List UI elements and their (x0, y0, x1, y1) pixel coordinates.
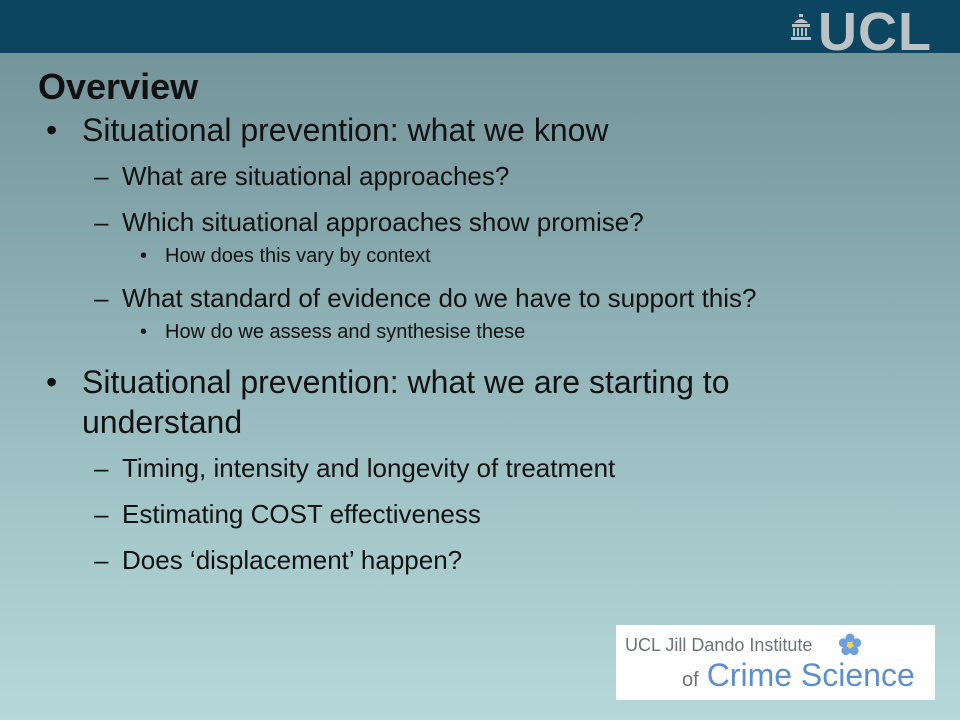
jdi-logo-of: of (682, 669, 699, 691)
sub-bullet-text: What are situational approaches? (122, 161, 510, 191)
portico-icon (790, 14, 812, 40)
jdi-logo-crime-science: Crime Science (706, 657, 915, 693)
sub-sub-bullet-item (0, 244, 960, 268)
bullet-item (0, 110, 960, 150)
sub-bullet-item (0, 498, 960, 530)
sub-sub-bullet-text: How do we assess and synthesise these (165, 321, 526, 343)
bullet-dash: – (94, 499, 109, 529)
sub-sub-bullet-text: How does this vary by context (165, 245, 431, 267)
sub-bullet-text: Timing, intensity and longevity of treatment (122, 453, 616, 483)
sub-bullet-text: Which situational approaches show promise? (122, 207, 644, 237)
bullet-dot: • (140, 321, 148, 343)
bullet-dot: • (46, 112, 58, 148)
slide-title: Overview (38, 66, 199, 107)
bullet-dash: – (94, 453, 109, 483)
bullet-dash: – (94, 545, 109, 575)
bullet-dash: – (94, 283, 109, 313)
forget-me-not-icon (838, 633, 862, 657)
sub-bullet-text: Estimating COST effectiveness (122, 499, 481, 529)
jdi-logo-line1: UCL Jill Dando Institute (625, 635, 813, 655)
bullet-dot: • (46, 364, 58, 400)
slide-content (0, 110, 960, 590)
bullet-dot: • (140, 245, 148, 267)
bullet-dash: – (94, 207, 109, 237)
sub-bullet-item (0, 452, 960, 484)
ucl-logo-text: UCL (818, 2, 932, 62)
jdi-logo-line2 (682, 657, 915, 694)
sub-bullet-text: What standard of evidence do we have to support this? (122, 283, 757, 313)
sub-bullet-text: Does ‘displacement’ happen? (122, 545, 463, 575)
bullet-item (0, 362, 960, 442)
sub-bullet-item (0, 160, 960, 192)
sub-bullet-item (0, 282, 960, 314)
bullet-text: Situational prevention: what we are starting to (82, 364, 730, 400)
bullet-text: Situational prevention: what we know (82, 112, 609, 148)
bullet-dash: – (94, 161, 109, 191)
sub-sub-bullet-item (0, 320, 960, 344)
bullet-text-continued: understand (82, 404, 243, 440)
header-bar (0, 0, 960, 62)
sub-bullet-item (0, 206, 960, 238)
jill-dando-institute-logo (616, 625, 935, 700)
ucl-logo (790, 2, 932, 62)
sub-bullet-item (0, 544, 960, 576)
